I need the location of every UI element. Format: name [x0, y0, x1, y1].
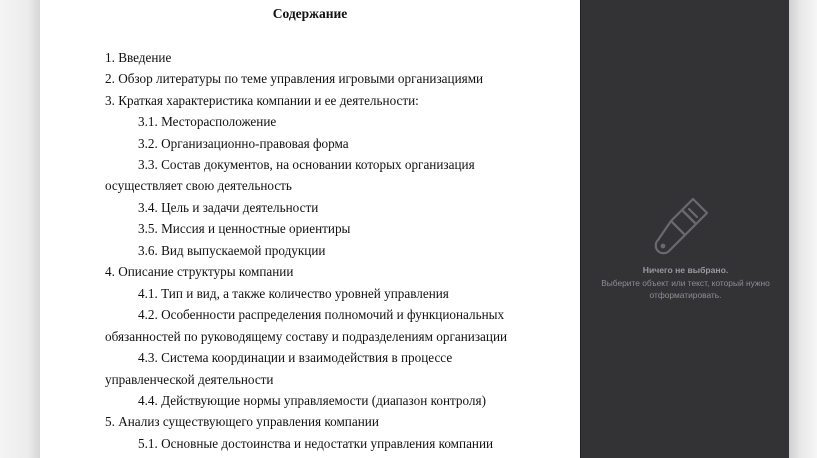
- toc-line[interactable]: 2. Обзор литературы по теме управления игровыми организациями: [105, 71, 484, 86]
- toc-line[interactable]: 3.3. Состав документов, на основании которых организация: [138, 157, 475, 172]
- toc-line[interactable]: 4.2. Особенности распределения полномочий и функциональных: [138, 307, 505, 322]
- paintbrush-icon: [649, 195, 711, 257]
- toc-line[interactable]: 3.6. Вид выпускаемой продукции: [138, 243, 326, 258]
- toc-line[interactable]: управленческой деятельности: [105, 372, 274, 387]
- window-edge-right: [789, 0, 817, 458]
- no-selection-title: Ничего не выбрано.: [642, 265, 729, 275]
- toc-line[interactable]: 5.1. Основные достоинства и недостатки управления компании: [138, 436, 494, 451]
- toc-line[interactable]: 1. Введение: [105, 50, 172, 65]
- no-selection-hint: Выберите объект или текст, который нужно отформатировать.: [601, 278, 770, 300]
- toc-line[interactable]: 4.4. Действующие нормы управляемости (диапазон контроля): [138, 393, 486, 408]
- canvas-margin-left: [0, 0, 40, 458]
- document-page[interactable]: [40, 0, 580, 458]
- document-title[interactable]: Содержание: [272, 6, 348, 21]
- toc-line[interactable]: обязанностей по руководящему составу и подразделениям организации: [105, 329, 508, 344]
- toc-line[interactable]: 3.5. Миссия и ценностные ориентиры: [138, 221, 351, 236]
- format-sidebar: [580, 0, 789, 458]
- toc-line[interactable]: 4.3. Система координации и взаимодействия в процессе: [138, 350, 453, 365]
- toc-line[interactable]: 4.1. Тип и вид, а также количество уровней управления: [138, 286, 449, 301]
- toc-line[interactable]: 5. Анализ существующего управления компании: [105, 414, 379, 429]
- toc-line[interactable]: осуществляет свою деятельность: [105, 178, 292, 193]
- toc-line[interactable]: 3. Краткая характеристика компании и ее деятельности:: [105, 93, 419, 108]
- toc-line[interactable]: 3.2. Организационно-правовая форма: [138, 136, 349, 151]
- toc-line[interactable]: 3.1. Месторасположение: [138, 114, 277, 129]
- toc-line[interactable]: 4. Описание структуры компании: [105, 264, 294, 279]
- toc-line[interactable]: 3.4. Цель и задачи деятельности: [138, 200, 319, 215]
